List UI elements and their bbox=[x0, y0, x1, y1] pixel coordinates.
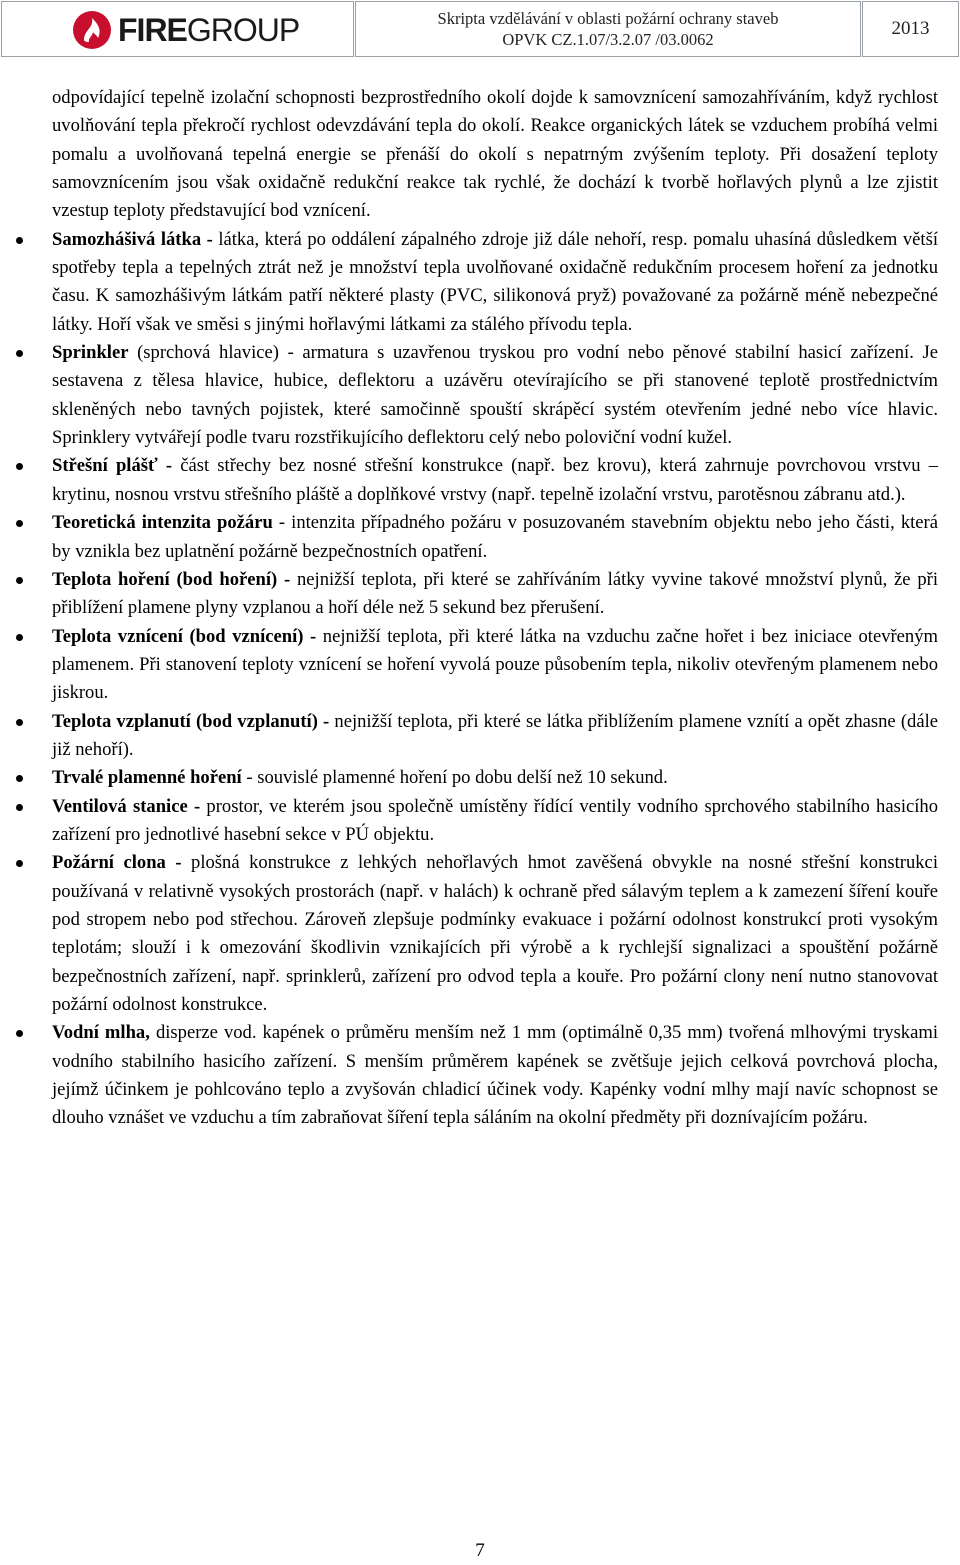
logo-group-text: GROUP bbox=[186, 12, 300, 48]
definition-text: část střechy bez nosné střešní konstrukce (např. bez krovu), která zahrnuje povrchovou vrstvu – krytinu, nosnou vrstvu střešního pláště a doplňkové vrstvy (např. tepelně izolační vrstvu, parotěsnou zábranu atd.). bbox=[52, 455, 938, 505]
header-title-cell bbox=[355, 1, 861, 57]
definition-item bbox=[52, 623, 938, 708]
bullet-icon bbox=[16, 1030, 23, 1037]
intro-paragraph: odpovídající tepelně izolační schopnosti bezprostředního okolí dojde k samovznícení samozahříváním, když rychlost uvolňování tepla překročí rychlost odevzdávání tepla do okolí. Reakce organických látek se vzduchem probíhá velmi pomalu a uvolňovaná tepelná energie se přenáší do okolí s nepatrným zvýšením teploty. Při dosažení teploty samovznícením jsou však oxidačně redukční reakce tak rychlé, že dochází k tvorbě hořlavých plynů a lze zjistit vzestup teploty představující bod vznícení. bbox=[52, 87, 938, 222]
definition-item bbox=[52, 1019, 938, 1132]
definition-text: nejnižší teplota, při které se látka přiblížením plamene vznítí a opět zhasne (dále již nehoří). bbox=[52, 710, 938, 760]
definition-term: Střešní plášť - bbox=[52, 455, 173, 477]
definition-item bbox=[52, 452, 938, 509]
definition-text: (sprchová hlavice) - armatura s uzavřenou tryskou pro vodní nebo pěnové stabilní hasicí zařízení. Je sestavena z tělesa hlavice, hubice, deflektoru a uzávěru otevírajícího se při stanovené teplotě prostřednictvím skleněných nebo tavných pojistek, které samočinně spouští skrápěcí systém otevřením jedné nebo více hlavic. Sprinklery vytvářejí podle tvaru rozstřikujícího deflektoru celý nebo poloviční vodní kužel. bbox=[52, 342, 938, 449]
firegroup-logo bbox=[72, 8, 299, 52]
definition-text: látka, která po oddálení zápalného zdroje již dále nehoří, resp. pomalu uhasíná důsledkem větší spotřeby tepla a tepelných ztrát než je množství tepla uvolňované oxidačně redukčním procesem hoření za jednotku času. K samozhášivým látkám patří některé plasty (PVC, silikonová pryž) považované za požárně méně nebezpečné látky. Hoří však ve směsi s jinými hořlavými látkami za stálého přívodu tepla. bbox=[52, 228, 938, 335]
bullet-icon bbox=[16, 520, 23, 527]
bullet-icon bbox=[16, 804, 23, 811]
definition-item bbox=[52, 764, 938, 792]
bullet-icon bbox=[16, 350, 23, 357]
flame-logo-icon bbox=[72, 10, 112, 50]
logo-wordmark bbox=[118, 14, 299, 46]
header-year-cell bbox=[862, 1, 959, 57]
bullet-icon bbox=[16, 237, 23, 244]
logo-fire-text: FIRE bbox=[118, 12, 187, 48]
definition-term: Teplota vznícení (bod vznícení) - bbox=[52, 625, 317, 647]
definition-term: Sprinkler bbox=[52, 342, 129, 364]
definition-text: plošná konstrukce z lehkých nehořlavých hmot zavěšená obvykle na nosné střešní konstrukci používaná v relativně vysokých prostorách (např. v halách) k ochraně před sálavým teplem a k zamezení šíření kouře pod stropem nebo pod střechou. Zároveň zlepšuje podmínky evakuace i požární odolnost konstrukcí proti vysokým teplotám; slouží i k omezování škodlivin vznikajících při výrobě a k rychlejší signalizaci a spouštění požárně bezpečnostních zařízení, např. sprinklerů, zařízení pro odvod tepla a kouře. Pro požární clony není nutno stanovovat požární odolnost konstrukce. bbox=[52, 852, 938, 1015]
definition-text: prostor, ve kterém jsou společně umístěny řídící ventily vodního sprchového stabilního hasicího zařízení pro jednotlivé hasební sekce v PÚ objektu. bbox=[52, 795, 938, 845]
definition-term: Teoretická intenzita požáru bbox=[52, 512, 273, 534]
page-number: 7 bbox=[475, 1540, 485, 1561]
bullet-icon bbox=[16, 860, 23, 867]
definition-term: Vodní mlha, bbox=[52, 1022, 150, 1044]
definition-term: Teplota vzplanutí (bod vzplanutí) - bbox=[52, 710, 330, 732]
definition-term: Ventilová stanice - bbox=[52, 795, 201, 817]
definition-item bbox=[52, 708, 938, 765]
definition-list bbox=[52, 226, 938, 1133]
definition-item bbox=[52, 339, 938, 452]
bullet-icon bbox=[16, 577, 23, 584]
definition-text: nejnižší teplota, při které látka na vzduchu začne hořet i bez iniciace otevřeným plamenem. Při stanovení teploty vznícení se hoření vyvolá pouze působením tepla, nikoliv otevřeným plamenem nebo jiskrou. bbox=[52, 625, 938, 704]
definition-text: disperze vod. kapének o průměru menším než 1 mm (optimálně 0,35 mm) tvořená mlhovými tryskami vodního stabilního hasicího zařízení. S menším průměrem kapének se zvětšuje jejich celková povrchová plocha, jejímž účinkem je pohlcováno teplo a zvyšován chladicí účinek vody. Kapénky vodní mlhy mají navíc schopnost se dlouho vznášet ve vzduchu a tím zabraňovat šíření tepla sáláním na okolní předměty při doznívajícím požáru. bbox=[52, 1022, 938, 1129]
bullet-icon bbox=[16, 463, 23, 470]
header-project-code: OPVK CZ.1.07/3.2.07 /03.0062 bbox=[502, 30, 714, 49]
page-header bbox=[0, 0, 960, 60]
bullet-icon bbox=[16, 719, 23, 726]
definition-text: nejnižší teplota, při které se zahříváním látky vyvine takové množství plynů, že při přiblížení plamene plyny vzplanou a hoří déle než 5 sekund bez přerušení. bbox=[52, 568, 938, 619]
definition-item bbox=[52, 849, 938, 1019]
definition-term: Samozhášivá látka - bbox=[52, 228, 213, 250]
logo-cell bbox=[1, 1, 354, 57]
definition-item bbox=[52, 566, 938, 623]
definition-text: - souvislé plamenné hoření po dobu delší než 10 sekund. bbox=[241, 767, 668, 789]
bullet-icon bbox=[16, 775, 23, 782]
definition-item bbox=[52, 793, 938, 850]
definition-term: Trvalé plamenné hoření bbox=[52, 767, 242, 789]
definition-item bbox=[52, 509, 938, 566]
definition-text: - intenzita případného požáru v posuzovaném stavebním objektu nebo jeho části, která by vznikla bez uplatnění požárně bezpečnostních opatření. bbox=[52, 512, 938, 562]
definition-term: Požární clona - bbox=[52, 852, 182, 874]
bullet-icon bbox=[16, 634, 23, 641]
header-title: Skripta vzdělávání v oblasti požární ochrany staveb bbox=[437, 9, 779, 28]
document-body bbox=[52, 84, 938, 1133]
header-year: 2013 bbox=[891, 18, 930, 39]
definition-term: Teplota hoření (bod hoření) - bbox=[52, 568, 291, 590]
definition-item bbox=[52, 226, 938, 339]
